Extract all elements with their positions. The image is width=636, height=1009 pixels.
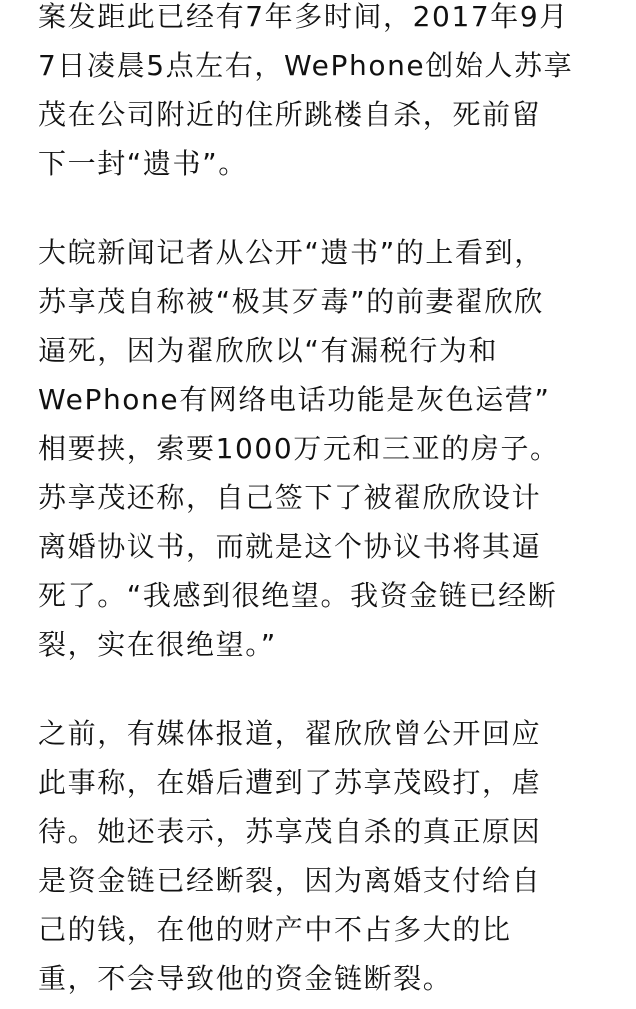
text-line: 下一封“遗书”。	[38, 147, 248, 180]
text-line: 死了。“我感到很绝望。我资金链已经断	[38, 579, 558, 612]
paragraph-1	[38, 0, 598, 188]
paragraph-2	[38, 228, 598, 669]
text-line: 案发距此已经有7年多时间，2017年9月	[38, 0, 569, 33]
text-line: 7日凌晨5点左右，WePhone创始人苏享	[38, 49, 574, 82]
paragraph-3	[38, 709, 598, 1003]
text-line: 之前，有媒体报道，翟欣欣曾公开回应	[38, 717, 542, 750]
text-line: 裂，实在很绝望。”	[38, 628, 277, 661]
text-line: 离婚协议书，而就是这个协议书将其逼	[38, 530, 542, 563]
text-line: 苏享茂自称被“极其歹毒”的前妻翟欣欣	[38, 285, 544, 318]
text-line: 是资金链已经断裂，因为离婚支付给自	[38, 864, 542, 897]
text-line: 己的钱，在他的财产中不占多大的比	[38, 913, 512, 946]
text-line: 此事称，在婚后遭到了苏享茂殴打，虐	[38, 766, 542, 799]
text-line: 茂在公司附近的住所跳楼自杀，死前留	[38, 98, 542, 131]
article-body	[38, 0, 598, 1003]
text-line: 相要挟，索要1000万元和三亚的房子。	[38, 432, 560, 465]
text-line: 大皖新闻记者从公开“遗书”的上看到，	[38, 236, 544, 269]
text-line: 苏享茂还称，自己签下了被翟欣欣设计	[38, 481, 542, 514]
text-line: WePhone有网络电话功能是灰色运营”	[38, 383, 551, 416]
text-line: 重，不会导致他的资金链断裂。	[38, 962, 453, 995]
text-line: 待。她还表示，苏享茂自杀的真正原因	[38, 815, 542, 848]
text-line: 逼死，因为翟欣欣以“有漏税行为和	[38, 334, 499, 367]
